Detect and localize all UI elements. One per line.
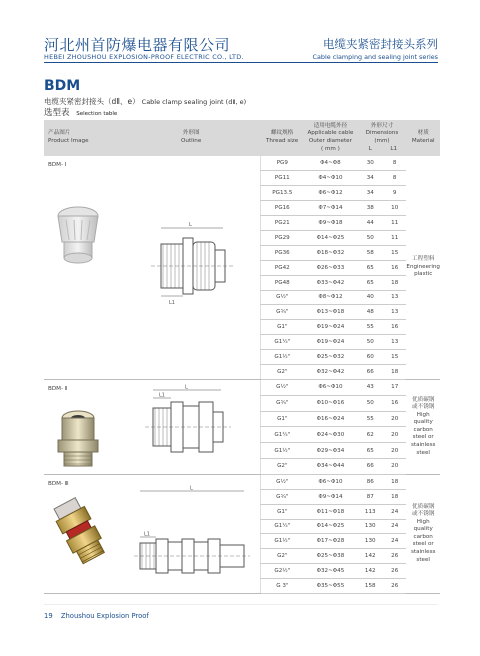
- dimension-L: 58: [358, 245, 383, 260]
- cable-diameter: Φ25~Φ38: [303, 549, 357, 564]
- dimension-L1: 26: [383, 564, 406, 579]
- dimension-L1: 16: [383, 260, 406, 275]
- cable-diameter: Φ18~Φ32: [303, 245, 357, 260]
- thread-size: G2": [261, 549, 303, 564]
- dimension-L: 113: [358, 504, 383, 519]
- dimension-L: 62: [358, 427, 383, 443]
- cable-diameter: Φ24~Φ30: [303, 427, 357, 443]
- cable-diameter: Φ9~Φ18: [303, 216, 357, 231]
- thread-size: G1½": [261, 534, 303, 549]
- dimension-L1: 26: [383, 579, 406, 594]
- thread-size: G¾": [261, 489, 303, 504]
- dimension-L: 50: [358, 395, 383, 411]
- selection-en: Selection table: [76, 111, 118, 117]
- thread-size: G1": [261, 320, 303, 335]
- dimension-L: 86: [358, 474, 383, 489]
- dimension-L: 65: [358, 443, 383, 459]
- cable-diameter: Φ16~Φ24: [303, 411, 357, 427]
- cable-diameter: Φ26~Φ33: [303, 260, 357, 275]
- thread-size: G2": [261, 459, 303, 475]
- cable-diameter: Φ14~Φ25: [303, 230, 357, 245]
- dimension-L: 50: [358, 335, 383, 350]
- cable-diameter: Φ25~Φ32: [303, 350, 357, 365]
- cable-diameter: Φ13~Φ18: [303, 305, 357, 320]
- thread-size: PG48: [261, 275, 303, 290]
- dimension-L: 65: [358, 260, 383, 275]
- gland-photo-armored: [48, 497, 114, 567]
- thread-size: G¾": [261, 395, 303, 411]
- thread-size: G½": [261, 290, 303, 305]
- company-name-en: HEBEI ZHOUSHOU EXPLOSION-PROOF ELECTRIC CO., LTD.: [44, 53, 244, 61]
- cable-diameter: Φ4~Φ8: [303, 156, 357, 171]
- company-name-cn: 河北州首防爆电器有限公司: [44, 36, 231, 54]
- page-footer: [44, 612, 149, 620]
- col-cable-diameter: 适用电缆外径 Applicable cable Outer diameter ( mm ): [303, 120, 357, 156]
- dim-label-L1: L1: [168, 300, 175, 307]
- thread-size: G½": [261, 379, 303, 395]
- thread-size: G1¼": [261, 519, 303, 534]
- thread-size: PG11: [261, 171, 303, 186]
- table-row: [44, 156, 440, 171]
- svg-text:L1: L1: [158, 392, 165, 399]
- dimension-L1: 10: [383, 201, 406, 216]
- thread-size: G 3": [261, 579, 303, 594]
- dimension-L1: 16: [383, 320, 406, 335]
- dimension-L1: 18: [383, 489, 406, 504]
- dimension-L1: 18: [383, 364, 406, 379]
- model-name: BDM- Ⅲ: [48, 480, 69, 487]
- cable-diameter: Φ8~Φ12: [303, 290, 357, 305]
- dimension-L: 65: [358, 275, 383, 290]
- dimension-L: 34: [358, 186, 383, 201]
- page-number: 19: [44, 612, 53, 620]
- dimension-L: 158: [358, 579, 383, 594]
- outline-drawing-3: [126, 485, 256, 581]
- header-divider: [44, 62, 438, 63]
- thread-size: G¾": [261, 305, 303, 320]
- thread-size: PG36: [261, 245, 303, 260]
- dimension-L: 38: [358, 201, 383, 216]
- model-name: BDM- Ⅰ: [48, 162, 67, 168]
- gland-photo-brass: [48, 402, 110, 472]
- cable-diameter: Φ33~Φ42: [303, 275, 357, 290]
- product-image-cell: [44, 379, 121, 474]
- model-name: BDM- Ⅱ: [48, 385, 68, 392]
- thread-size: G½": [261, 474, 303, 489]
- cable-diameter: Φ17~Φ28: [303, 534, 357, 549]
- dimension-L: 55: [358, 411, 383, 427]
- thread-size: PG42: [261, 260, 303, 275]
- dimension-L: 48: [358, 305, 383, 320]
- material-cell: 优质碳钢 或不锈钢 High quality carbon steel or stainless steel: [406, 474, 440, 593]
- cable-diameter: Φ32~Φ45: [303, 564, 357, 579]
- thread-size: G1¼": [261, 427, 303, 443]
- dimension-L1: 13: [383, 290, 406, 305]
- cable-diameter: Φ34~Φ44: [303, 459, 357, 475]
- product-image-cell: [44, 474, 121, 593]
- thread-size: G1": [261, 411, 303, 427]
- cable-diameter: Φ29~Φ34: [303, 443, 357, 459]
- col-product-image: 产品图片 Product Image: [44, 120, 121, 156]
- dimension-L1: 9: [383, 186, 406, 201]
- thread-size: G1¼": [261, 335, 303, 350]
- svg-text:L1: L1: [143, 531, 150, 538]
- cable-diameter: Φ35~Φ55: [303, 579, 357, 594]
- dimension-L: 40: [358, 290, 383, 305]
- dimension-L: 142: [358, 564, 383, 579]
- dimension-L: 66: [358, 364, 383, 379]
- dimension-L: 50: [358, 230, 383, 245]
- dimension-L: 87: [358, 489, 383, 504]
- dimension-L1: 20: [383, 427, 406, 443]
- subtitle-en: Cable clamp sealing joint (dⅡ, e): [141, 98, 247, 106]
- dimension-L1: 17: [383, 379, 406, 395]
- dim-label-L: L: [188, 222, 192, 229]
- product-image-cell: [44, 156, 121, 379]
- cable-diameter: Φ9~Φ14: [303, 489, 357, 504]
- thread-size: G1": [261, 504, 303, 519]
- gland-photo-plastic: [48, 196, 110, 270]
- thread-size: PG13.5: [261, 186, 303, 201]
- col-dimensions: 外形尺寸 Dimensions (mm) L L1: [358, 120, 407, 156]
- dimension-L1: 24: [383, 519, 406, 534]
- outline-cell: [121, 474, 260, 593]
- dimension-L: 44: [358, 216, 383, 231]
- svg-text:L: L: [184, 384, 188, 391]
- cable-diameter: Φ19~Φ24: [303, 320, 357, 335]
- dimension-L1: 13: [383, 305, 406, 320]
- dimension-L: 55: [358, 320, 383, 335]
- svg-text:L: L: [189, 485, 193, 492]
- table-row: [44, 379, 440, 395]
- outline-cell: [121, 156, 260, 379]
- table-header-row: [44, 120, 440, 156]
- dimension-L1: 15: [383, 245, 406, 260]
- outline-drawing-2: [131, 384, 251, 468]
- dimension-L1: 8: [383, 156, 406, 171]
- dimension-L1: 18: [383, 474, 406, 489]
- outline-cell: [121, 379, 260, 474]
- col-material: 材质 Material: [406, 120, 440, 156]
- dimension-L1: 18: [383, 275, 406, 290]
- thread-size: G2": [261, 364, 303, 379]
- dimension-L: 43: [358, 379, 383, 395]
- cable-diameter: Φ11~Φ18: [303, 504, 357, 519]
- dimension-L1: 24: [383, 534, 406, 549]
- outline-drawing-1: [131, 218, 251, 314]
- thread-size: PG16: [261, 201, 303, 216]
- dimension-L1: 20: [383, 459, 406, 475]
- cable-diameter: Φ6~Φ10: [303, 474, 357, 489]
- dimension-L1: 26: [383, 549, 406, 564]
- dimension-L1: 15: [383, 350, 406, 365]
- material-cell: 工程塑料 Engineering plastic: [406, 156, 440, 379]
- material-cell: 优质碳钢 或不锈钢 High quality carbon steel or stainless steel: [406, 379, 440, 474]
- dimension-L1: 11: [383, 230, 406, 245]
- dimension-L: 60: [358, 350, 383, 365]
- dimension-L: 142: [358, 549, 383, 564]
- col-outline: 外形图 Outline: [121, 120, 260, 156]
- series-title-cn: 电缆夹紧密封接头系列: [323, 37, 438, 51]
- dimension-L1: 8: [383, 171, 406, 186]
- dimension-L1: 11: [383, 216, 406, 231]
- dimension-L: 130: [358, 519, 383, 534]
- table-row: [44, 474, 440, 489]
- dimension-L: 30: [358, 156, 383, 171]
- dimension-L1: 16: [383, 395, 406, 411]
- thread-size: PG21: [261, 216, 303, 231]
- selection-cn: 选型表: [44, 108, 70, 118]
- subtitle-cn: 电缆夹紧密封接头（dⅡ、e）: [44, 97, 140, 106]
- dimension-L: 130: [358, 534, 383, 549]
- cable-diameter: Φ14~Φ25: [303, 519, 357, 534]
- selection-table-title: [44, 106, 117, 118]
- series-title-en: Cable clamping and sealing joint series: [312, 53, 438, 61]
- cable-diameter: Φ32~Φ42: [303, 364, 357, 379]
- cable-diameter: Φ10~Φ16: [303, 395, 357, 411]
- footer-divider: [44, 604, 438, 605]
- col-thread-size: 螺纹规格 Thread size: [261, 120, 303, 156]
- thread-size: G2½": [261, 564, 303, 579]
- dimension-L1: 24: [383, 504, 406, 519]
- cable-diameter: Φ6~Φ10: [303, 379, 357, 395]
- cable-diameter: Φ6~Φ12: [303, 186, 357, 201]
- dimension-L1: 20: [383, 411, 406, 427]
- model-title: BDM: [44, 78, 81, 94]
- dimension-L: 66: [358, 459, 383, 475]
- cable-diameter: Φ19~Φ24: [303, 335, 357, 350]
- dimension-L: 34: [358, 171, 383, 186]
- dimension-L1: 20: [383, 443, 406, 459]
- thread-size: PG9: [261, 156, 303, 171]
- selection-table: [44, 120, 440, 594]
- dimension-L1: 13: [383, 335, 406, 350]
- footer-text: Zhoushou Explosion Proof: [60, 612, 149, 620]
- cable-diameter: Φ4~Φ10: [303, 171, 357, 186]
- thread-size: PG29: [261, 230, 303, 245]
- thread-size: G1½": [261, 350, 303, 365]
- cable-diameter: Φ7~Φ14: [303, 201, 357, 216]
- thread-size: G1½": [261, 443, 303, 459]
